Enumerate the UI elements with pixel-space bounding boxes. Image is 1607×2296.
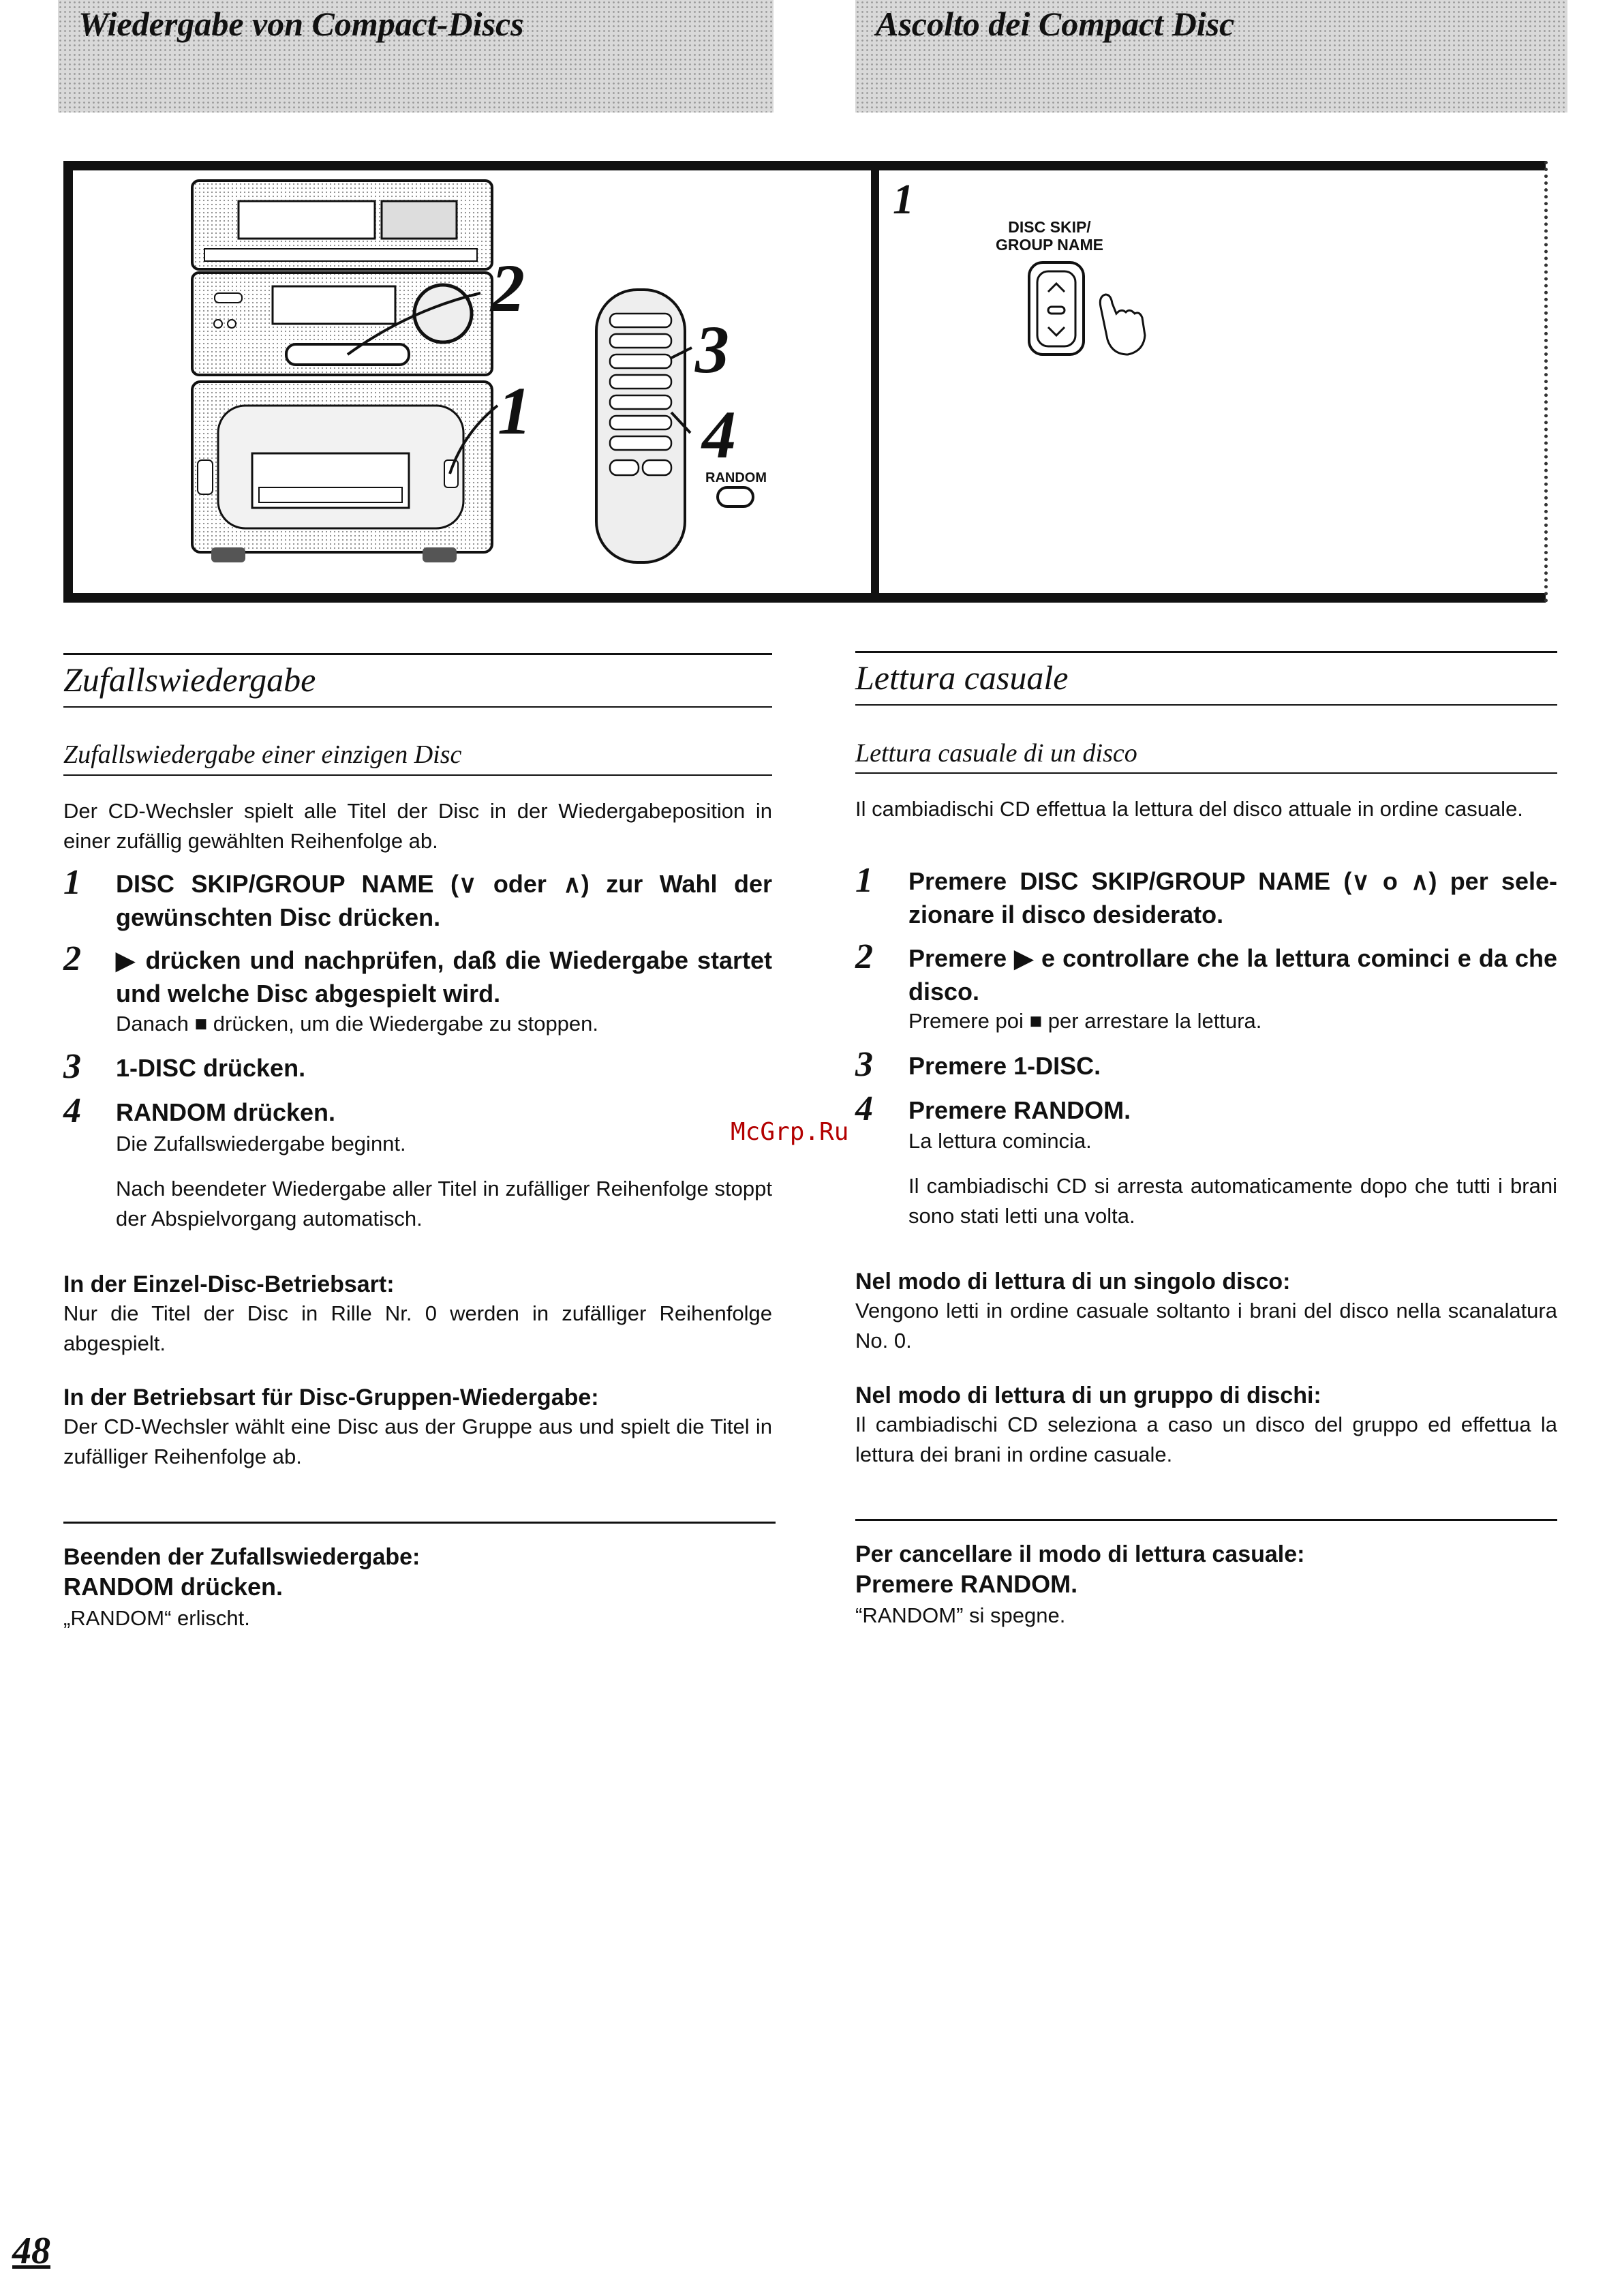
figure-divider xyxy=(871,161,879,603)
right-cancel-note: “RANDOM” si spegne. xyxy=(855,1603,1066,1627)
left-mode1-heading: In der Einzel-Disc-Betriebsart: xyxy=(63,1271,395,1297)
right-section-title: Lettura casuale xyxy=(855,659,1069,697)
left-step-4-number: 4 xyxy=(63,1091,81,1130)
inset-step-number: 1 xyxy=(893,177,914,223)
left-mode2-text: Der CD-Wechsler wählt eine Disc aus der Gruppe aus und spielt die Titel in zufälliger Reihenfolge ab. xyxy=(63,1415,772,1468)
right-subsection-title: Lettura casuale di un disco xyxy=(855,739,1137,768)
left-cancel-heading: Beenden der Zufallswiedergabe: xyxy=(63,1544,420,1570)
right-subsection-rule xyxy=(855,772,1557,774)
callout-4: 4 xyxy=(702,397,736,472)
left-subsection-rule xyxy=(63,774,772,776)
callout-3: 3 xyxy=(695,312,729,387)
right-step-2-text: Premere ▶ e controllare che la lettura cominci e da che disco. xyxy=(908,944,1557,1006)
header-banner-left xyxy=(58,0,774,112)
right-step-4-text: Premere RANDOM. xyxy=(908,1096,1131,1124)
right-cancel-action: Premere RANDOM. xyxy=(855,1570,1078,1598)
page-number: 48 xyxy=(12,2230,50,2272)
left-step-3-text: 1-DISC drücken. xyxy=(116,1054,306,1082)
disc-skip-button-illustration xyxy=(1022,259,1172,368)
header-title-right: Ascolto dei Compact Disc xyxy=(876,5,1235,43)
right-step-1-text: Premere DISC SKIP/GROUP NAME (∨ o ∧) per sele-zionare il disco desiderato. xyxy=(908,867,1557,928)
left-after-note: Nach beendeter Wiedergabe aller Titel in zufälliger Reihenfolge stoppt der Abspielvorgang automatisch. xyxy=(116,1177,772,1230)
stereo-system-illustration xyxy=(177,174,518,573)
left-step-4-text: RANDOM drücken. xyxy=(116,1098,336,1126)
callout-2: 2 xyxy=(491,250,525,326)
left-cancel-rule xyxy=(63,1522,776,1524)
right-cancel-heading: Per cancellare il modo di lettura casuale: xyxy=(855,1541,1305,1567)
right-mode1-text: Vengono letti in ordine casuale soltanto i brani del disco nella scanalatura No. 0. xyxy=(855,1299,1557,1353)
left-section-bottom-rule xyxy=(63,706,772,708)
header-title-left: Wiedergabe von Compact-Discs xyxy=(78,5,524,43)
watermark: McGrp.Ru xyxy=(731,1118,849,1146)
left-step-3-number: 3 xyxy=(63,1047,81,1086)
left-step-2-text: ▶ drücken und nachprüfen, daß die Wiedergabe startet und welche Disc abgespielt wird. xyxy=(116,946,772,1008)
left-mode1-text: Nur die Titel der Disc in Rille Nr. 0 werden in zufälliger Reihenfolge abgespielt. xyxy=(63,1301,772,1355)
left-step-4-note: Die Zufallswiedergabe beginnt. xyxy=(116,1132,406,1155)
inset-button-label: DISC SKIP/ GROUP NAME xyxy=(995,218,1104,254)
right-section-top-rule xyxy=(855,651,1557,653)
right-mode2-heading: Nel modo di lettura di un gruppo di dischi: xyxy=(855,1383,1321,1408)
right-step-2-note: Premere poi ■ per arrestare la lettura. xyxy=(908,1009,1262,1033)
figure-dotted-edge xyxy=(1544,161,1548,603)
right-mode1-heading: Nel modo di lettura di un singolo disco: xyxy=(855,1269,1291,1295)
left-step-2-number: 2 xyxy=(63,939,81,978)
right-step-4-number: 4 xyxy=(855,1089,873,1128)
left-section-top-rule xyxy=(63,653,772,655)
right-mode2-text: Il cambiadischi CD seleziona a caso un disco del gruppo ed effettua la lettura dei brani in ordine casuale. xyxy=(855,1413,1557,1466)
right-step-3-text: Premere 1-DISC. xyxy=(908,1052,1101,1080)
right-cancel-rule xyxy=(855,1519,1557,1521)
right-intro: Il cambiadischi CD effettua la lettura del disco attuale in ordine casuale. xyxy=(855,797,1523,821)
left-intro: Der CD-Wechsler spielt alle Titel der Disc in der Wiedergabeposition in einer zufällig gewählten Reihenfolge ab. xyxy=(63,799,772,853)
right-after-note: Il cambiadischi CD si arresta automaticamente dopo che tutti i brani sono stati letti una volta. xyxy=(908,1174,1557,1228)
left-section-title: Zufallswiedergabe xyxy=(63,661,316,699)
left-cancel-note: „RANDOM“ erlischt. xyxy=(63,1606,250,1630)
remote-random-label: RANDOM xyxy=(705,470,767,485)
right-step-1-number: 1 xyxy=(855,861,873,900)
callout-1: 1 xyxy=(498,373,532,449)
header-banner-right xyxy=(855,0,1567,112)
left-cancel-action: RANDOM drücken. xyxy=(63,1573,284,1601)
right-step-3-number: 3 xyxy=(855,1045,873,1084)
left-subsection-title: Zufallswiedergabe einer einzigen Disc xyxy=(63,740,462,769)
left-mode2-heading: In der Betriebsart für Disc-Gruppen-Wiedergabe: xyxy=(63,1385,599,1410)
left-step-1-text: DISC SKIP/GROUP NAME (∨ oder ∧) zur Wahl der gewünschten Disc drücken. xyxy=(116,870,772,931)
left-step-2-note: Danach ■ drücken, um die Wiedergabe zu stoppen. xyxy=(116,1012,599,1036)
right-section-bottom-rule xyxy=(855,704,1557,706)
right-step-4-note: La lettura comincia. xyxy=(908,1129,1092,1153)
left-step-1-number: 1 xyxy=(63,863,81,902)
right-step-2-number: 2 xyxy=(855,937,873,976)
